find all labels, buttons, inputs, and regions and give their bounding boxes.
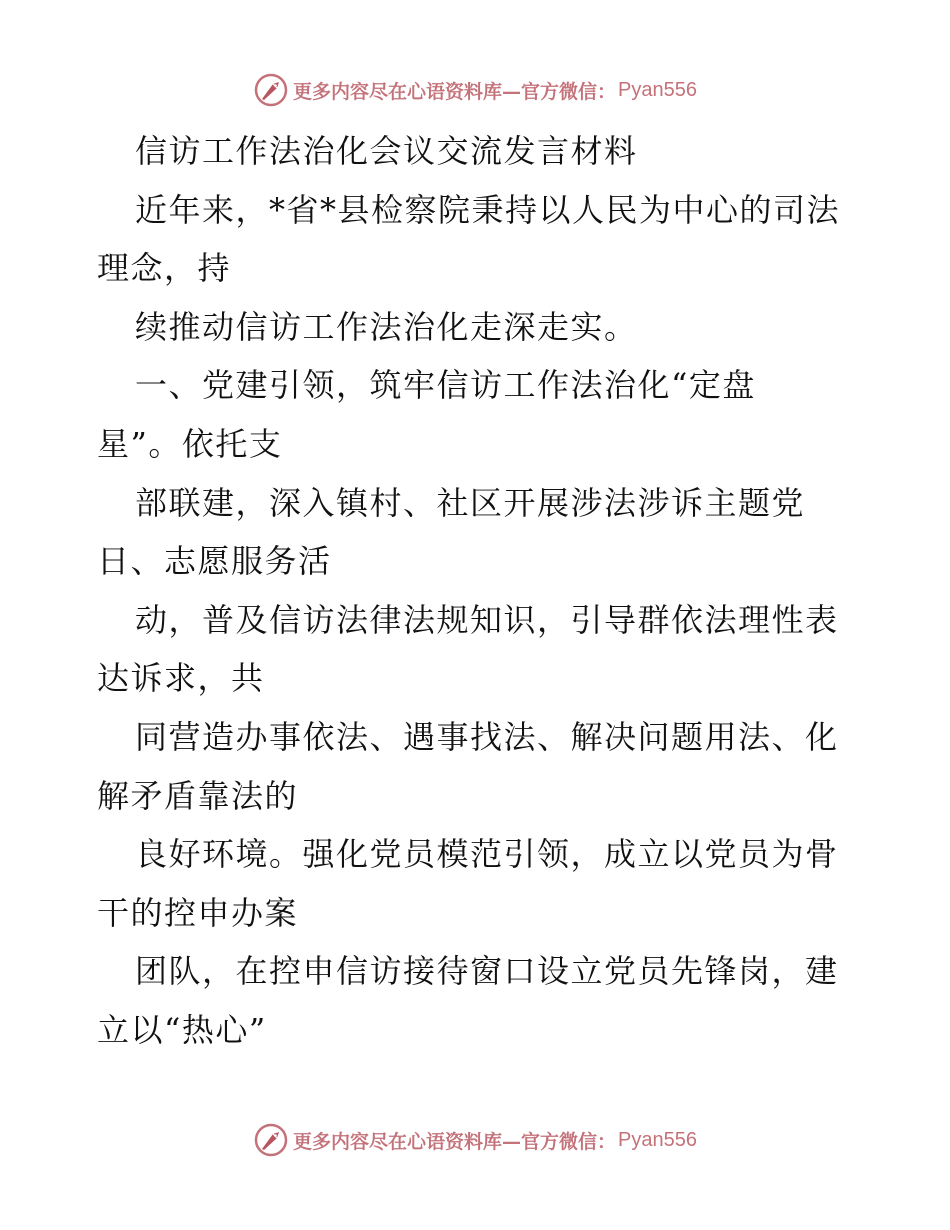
watermark-text: 更多内容尽在心语资料库—官方微信： — [293, 1130, 617, 1153]
text-line: 达诉求，共 — [97, 659, 265, 698]
text-line: 日、志愿服务活 — [97, 542, 332, 581]
header-watermark — [0, 70, 950, 110]
text-line: 信访工作法治化会议交流发言材料 — [135, 132, 638, 170]
document-body — [97, 122, 867, 1060]
pen-nib-logo-icon — [253, 72, 289, 108]
text-line: 续推动信访工作法治化走深走实。 — [135, 307, 638, 346]
text-line: 解矛盾靠法的 — [97, 776, 299, 815]
text-line: 一、党建引领，筑牢信访工作法治化“定盘 — [135, 366, 756, 405]
watermark-wechat-id: Pyan556 — [618, 78, 697, 101]
text-line: 动，普及信访法律法规知识，引导群依法理性表 — [135, 600, 839, 639]
pen-nib-logo-icon — [253, 1122, 289, 1158]
footer-watermark — [0, 1120, 950, 1160]
text-line: 部联建，深入镇村、社区开展涉法涉诉主题党 — [135, 483, 806, 522]
text-line: 立以“热心” — [97, 1010, 267, 1049]
text-line: 星”。依托支 — [97, 424, 283, 463]
watermark-text: 更多内容尽在心语资料库—官方微信： — [293, 80, 617, 103]
text-line: 团队，在控申信访接待窗口设立党员先锋岗，建 — [135, 952, 839, 991]
text-line: 良好环境。强化党员模范引领，成立以党员为骨 — [135, 835, 839, 874]
text-line: 近年来，*省*县检察院秉持以人民为中心的司法 — [135, 190, 841, 229]
text-line: 同营造办事依法、遇事找法、解决问题用法、化 — [135, 717, 839, 756]
text-line: 干的控申办案 — [97, 893, 299, 932]
text-line: 理念，持 — [97, 249, 232, 288]
watermark-wechat-id: Pyan556 — [618, 1128, 697, 1151]
